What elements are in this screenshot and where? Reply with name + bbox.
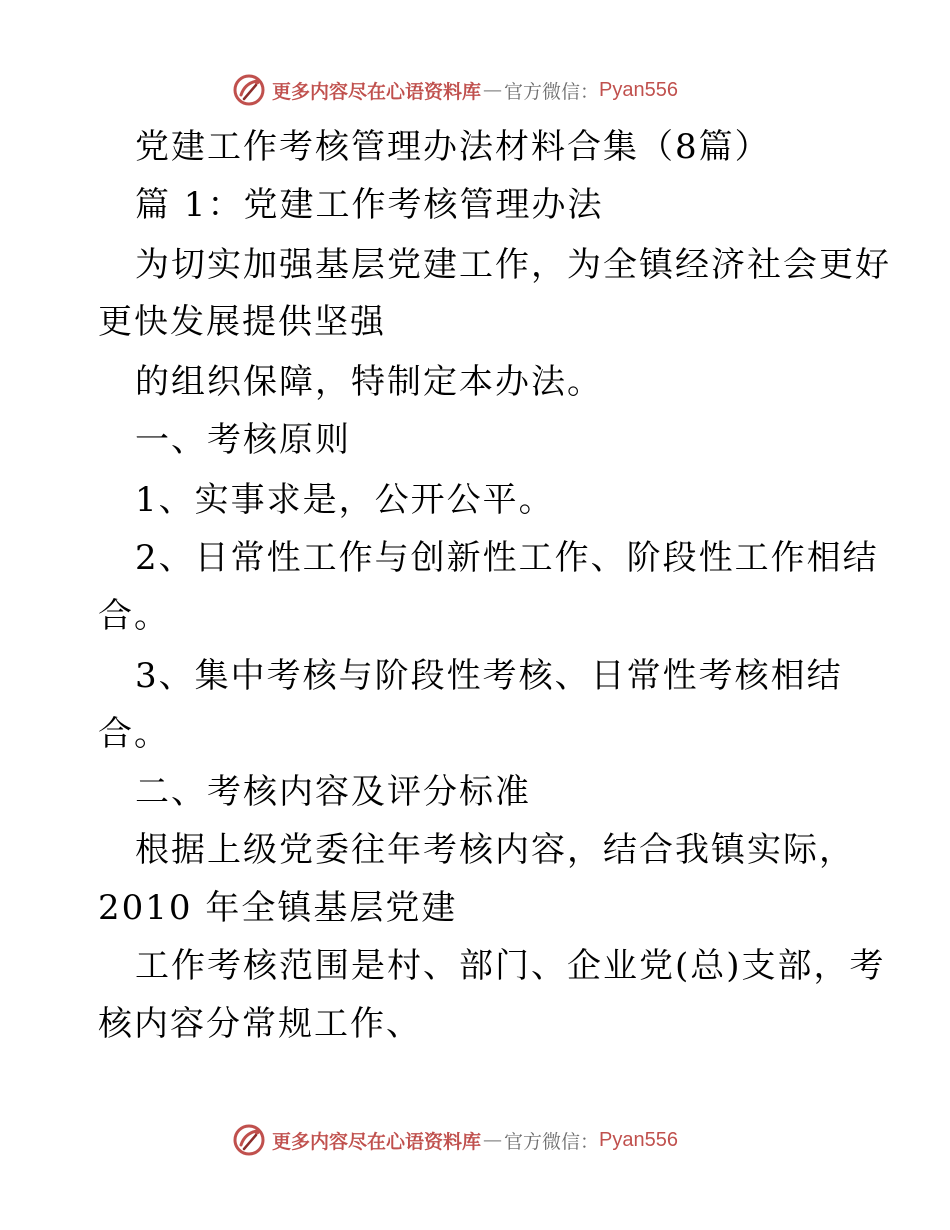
banner-main-text: 更多内容尽在心语资料库 (272, 80, 482, 103)
banner-dash: — (483, 1129, 503, 1151)
list-item: 2、日常性工作与创新性工作、阶段性工作相结 (135, 538, 879, 578)
paragraph-line: 根据上级党委往年考核内容，结合我镇实际， (135, 830, 855, 870)
subheading-line: 一、考核原则 (135, 420, 351, 460)
header-banner (232, 70, 752, 110)
banner-sub-text: 官方微信： (504, 1130, 600, 1153)
paragraph-line: 更快发展提供坚强 (98, 302, 386, 342)
logo-icon (232, 1123, 266, 1157)
list-item-continuation: 合。 (98, 714, 170, 754)
banner-dash: — (483, 79, 503, 101)
logo-icon (232, 73, 266, 107)
banner-wechat-id: Pyan556 (599, 1128, 678, 1151)
subheading-line: 二、考核内容及评分标准 (135, 772, 531, 812)
paragraph-line: 的组织保障，特制定本办法。 (135, 362, 603, 402)
paragraph-line: 核内容分常规工作、 (98, 1004, 422, 1044)
banner-main-text: 更多内容尽在心语资料库 (272, 1130, 482, 1153)
list-item: 3、集中考核与阶段性考核、日常性考核相结 (135, 656, 843, 696)
section-heading-1: 篇 1：党建工作考核管理办法 (135, 185, 604, 225)
document-title: 党建工作考核管理办法材料合集（8篇） (135, 127, 771, 167)
banner-sub-text: 官方微信： (504, 80, 600, 103)
paragraph-line: 2010 年全镇基层党建 (98, 888, 458, 928)
banner-wechat-id: Pyan556 (599, 78, 678, 101)
list-item-continuation: 合。 (98, 596, 170, 636)
footer-banner (232, 1120, 752, 1160)
paragraph-line: 为切实加强基层党建工作，为全镇经济社会更好 (135, 245, 891, 285)
list-item: 1、实事求是，公开公平。 (135, 480, 555, 520)
paragraph-line: 工作考核范围是村、部门、企业党(总)支部，考 (135, 946, 886, 986)
